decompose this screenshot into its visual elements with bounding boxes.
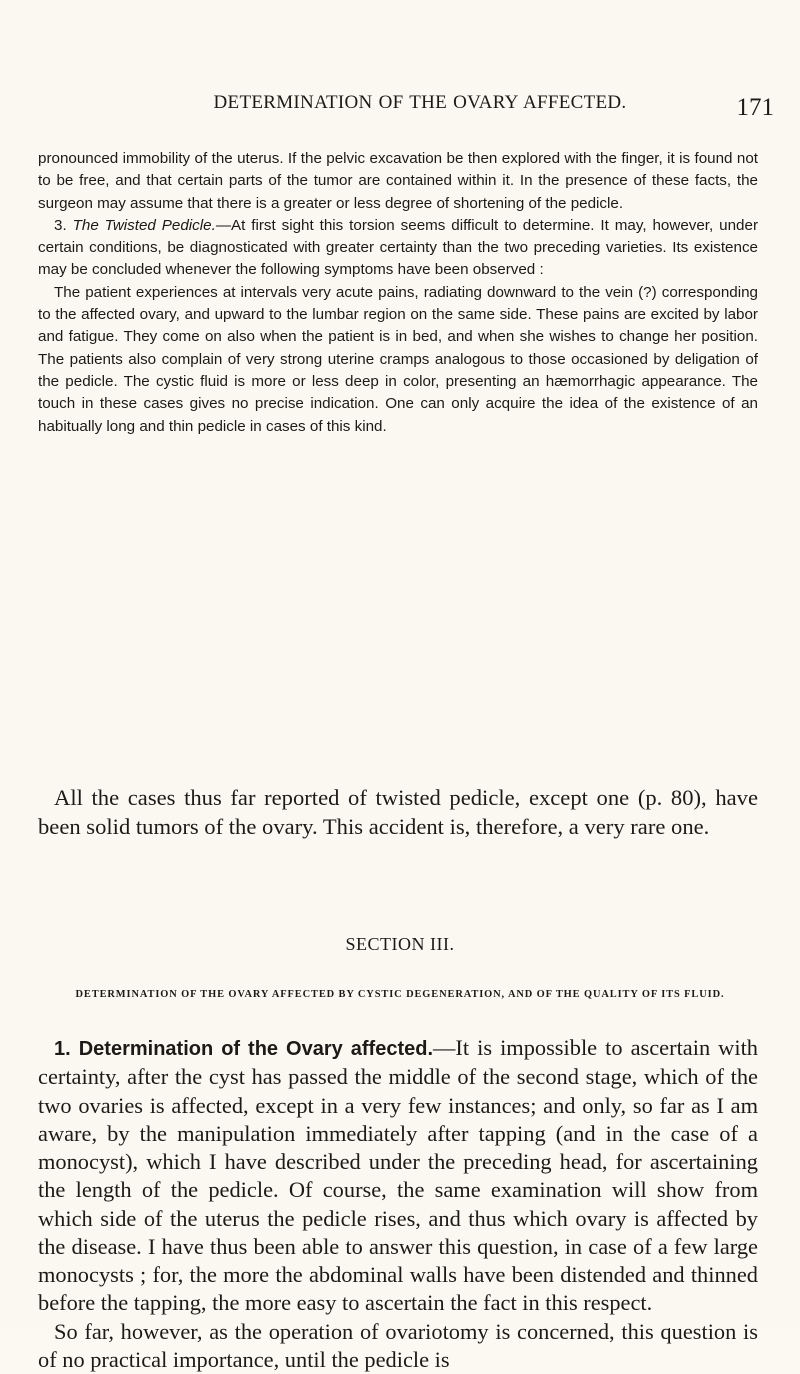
item-number: 3.: [54, 217, 67, 234]
body-text: [38, 1034, 758, 1374]
paragraph-cases-reported: All the cases thus far reported of twisted pedicle, except one (p. 80), have been solid tumors of the ovary. This accident is, therefore, a very rare one.: [38, 784, 758, 841]
lead-number: 1.: [54, 1038, 71, 1060]
page-number: 171: [737, 94, 775, 122]
paragraph-ovariotomy: So far, however, as the operation of ovariotomy is concerned, this question is of no practical importance, until the pedicle is: [38, 1318, 758, 1374]
lead-title: Determination of the Ovary affected.: [79, 1038, 433, 1060]
paragraph-determination: [38, 1034, 758, 1318]
paragraph-symptoms: The patient experiences at intervals very acute pains, radiating downward to the vein (?) corresponding to the affected ovary, and upward to the lumbar region on the same side. These pains are excited by labor and fatigue. They come on also when the patient is in bed, and when she wishes to change her position. The patients also complain of very strong uterine cramps analogous to those occasioned by deligation of the pedicle. The cystic fluid is more or less deep in color, presenting an hæmorrhagic appearance. The touch in these cases gives no precise indication. One can only acquire the idea of the existence of an habitually long and thin pedicle in cases of this kind.: [38, 282, 758, 438]
section-subheading: DETERMINATION OF THE OVARY AFFECTED BY CYSTIC DEGENERATION, AND OF THE QUALITY OF ITS FLUID.: [40, 986, 760, 1003]
section-heading: SECTION III.: [0, 934, 800, 955]
small-print-block: [38, 148, 758, 438]
page-header: [0, 86, 800, 126]
item-text: —At first sight this torsion seems difficult to determine. It may, however, under certain conditions, be diagnosticated with greater certainty than the two preceding varieties. Its existence may be concluded whenever the following symptoms have been observed :: [38, 217, 758, 279]
large-paragraph: [38, 784, 758, 841]
lead-text: —It is impossible to ascertain with certainty, after the cyst has passed the middle of the second stage, which of the two ovaries is affected, except in a very few instances; and only, so far as I am aware, by the manipulation immediately after tapping (and in the case of a monocyst), which I have described under the preceding head, for ascertaining the length of the pedicle. Of course, the same examination will show from which side of the uterus the pedicle rises, and thus which ovary is affected by the disease. I have thus been able to answer this question, in case of a few large monocysts ; for, the more the abdominal walls have been distended and thinned before the tapping, the more easy to ascertain the fact in this respect.: [38, 1035, 758, 1315]
running-title: DETERMINATION OF THE OVARY AFFECTED.: [110, 92, 730, 114]
paragraph-twisted-pedicle: [38, 215, 758, 282]
item-title: The Twisted Pedicle.: [73, 217, 216, 234]
paragraph-immobility: pronounced immobility of the uterus. If the pelvic excavation be then explored with the finger, it is found not to be free, and that certain parts of the tumor are contained within it. In the presence of these facts, the surgeon may assume that there is a greater or less degree of shortening of the pedicle.: [38, 148, 758, 215]
